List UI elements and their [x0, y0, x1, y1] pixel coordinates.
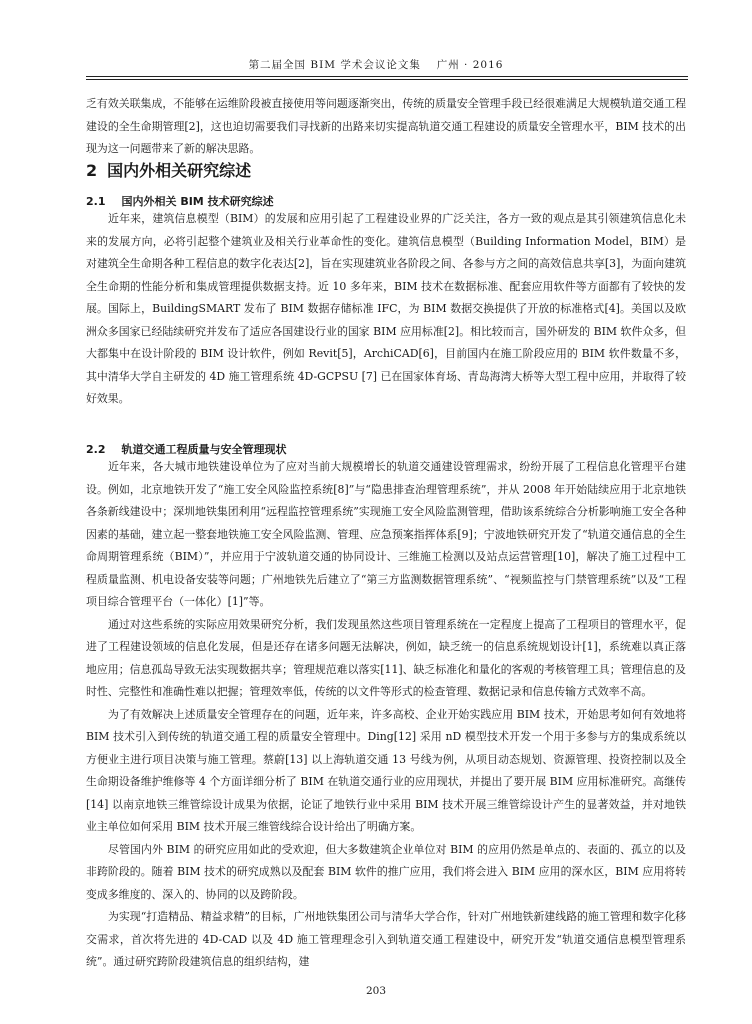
running-head: 第二届全国 BIM 学术会议论文集 广州 · 2016: [248, 59, 504, 71]
header-rule-thin: [86, 79, 688, 80]
subsection-heading: [86, 441, 287, 457]
intro-paragraph: 乏有效关联集成，不能够在运维阶段被直接使用等问题逐渐突出，传统的质量安全管理手段已经很难满足大规模轨道交通工程建设的全生命期管理[2]，这也迫切需要我们寻找新的出路来切实提高轨道交通工程建设的质量安全管理水平，BIM 技术的出现为这一问题带来了新的解决思路。: [86, 97, 686, 155]
paragraph: 通过对这些系统的实际应用效果研究分析，我们发现虽然这些项目管理系统在一定程度上提高了工程项目的管理水平，促进了工程建设领域的信息化发展，但是还存在诸多问题无法解决，例如，缺乏统一的信息系统规划设计[1]，系统难以真正落地应用；信息孤岛导致无法实现数据共享；管理规范难以落实[11]、缺乏标准化和量化的客观的考核管理工具；管理信息的及时性、完整性和准确性难以把握；管理效率低，传统的以文件等形式的检查管理、数据记录和信息传输方式效率不高。: [86, 617, 686, 698]
paragraph: 为了有效解决上述质量安全管理存在的问题，近年来，许多高校、企业开始实践应用 BIM 技术，开始思考如何有效地将 BIM 技术引入到传统的轨道交通工程的质量安全管理中。Ding[12] 采用 nD 模型技术开发一个用于多参与方的集成系统以方便业主进行项目决策与施工管理。蔡蔚[13] 以上海轨道交通 13 号线为例，从项目动态规划、资源管理、投资控制以及全生命期设备维护维修等 4 个方面详细分析了 BIM 在轨道交通行业的应用现状，并提出了要开展 BIM 应用标准研究。高继传[14] 以南京地铁三维管综设计成果为依据，论证了地铁行业中采用 BIM 技术开展三维管综设计产生的显著效益，并对地铁业主单位如何采用 BIM 技术开展三维管线综合设计给出了明确方案。: [86, 707, 686, 833]
subsection-number: 2.1: [86, 195, 106, 208]
header-rule-thick: [86, 76, 688, 77]
subsection-body: [86, 208, 686, 411]
section-number: 2: [86, 161, 98, 180]
subsection-heading: [86, 193, 274, 209]
paragraph: 为实现“打造精品、精益求精”的目标，广州地铁集团公司与清华大学合作，针对广州地铁新建线路的施工管理和数字化移交需求，首次将先进的 4D-CAD 以及 4D 施工管理理念引入到轨道交通工程建设中，研究开发“轨道交通信息模型管理系统”。通过研究跨阶段建筑信息的组织结构，建: [86, 910, 686, 968]
intro-block: [86, 93, 686, 161]
subsection-title: 国内外相关 BIM 技术研究综述: [121, 195, 274, 208]
paragraph: 近年来，建筑信息模型（BIM）的发展和应用引起了工程建设业界的广泛关注，各方一致的观点是其引领建筑信息化未来的发展方向，必将引起整个建筑业及相关行业革命性的变化。建筑信息模型（Building Information Model，BIM）是对建筑全生命期各种工程信息的数字化表达[2]，旨在实现建筑业各阶段之间、各参与方之间的高效信息共享[3]，为面向建筑全生命期的性能分析和集成管理提供数据支持。近 10 多年来，BIM 技术在数据标准、配套应用软件等方面都有了较快的发展。国际上，BuildingSMART 发布了 BIM 数据存储标准 IFC，为 BIM 数据交换提供了开放的标准格式[4]。美国以及欧洲众多国家已经陆续研究并发布了适应各国建设行业的国家 BIM 应用标准[2]。相比较而言，国外研发的 BIM 软件众多，但大都集中在设计阶段的 BIM 设计软件，例如 Revit[5]，ArchiCAD[6]，目前国内在施工阶段应用的 BIM 软件数量不多，其中清华大学自主研发的 4D 施工管理系统 4D-GCPSU [7] 已在国家体育场、青岛海湾大桥等大型工程中应用，并取得了较好效果。: [86, 212, 686, 405]
paragraph: 尽管国内外 BIM 的研究应用如此的受欢迎，但大多数建筑企业单位对 BIM 的应用仍然是单点的、表面的、孤立的以及非跨阶段的。随着 BIM 技术的研究成熟以及配套 BIM 软件的推广应用，我们将会进入 BIM 应用的深水区，BIM 应用将转变成多维度的、深入的、协同的以及跨阶段。: [86, 842, 686, 901]
subsection-title: 轨道交通工程质量与安全管理现状: [121, 443, 287, 456]
paragraph: 近年来，各大城市地铁建设单位为了应对当前大规模增长的轨道交通建设管理需求，纷纷开展了工程信息化管理平台建设。例如，北京地铁开发了“施工安全风险监控系统[8]”与“隐患排查治理管理系统”，并从 2008 年开始陆续应用于北京地铁各条新线建设中；深圳地铁集团利用“远程监控管理系统”实现施工安全风险监测管理，借助该系统综合分析影响施工安全各种因素的基础，建立起一整套地铁施工安全风险监测、管理、应急预案指挥体系[9]；宁波地铁研究开发了“轨道交通信息的全生命周期管理系统（BIM）”，并应用于宁波轨道交通的协同设计、三维施工检测以及站点运营管理[10]，解决了施工过程中工程质量监测、机电设备安装等问题；广州地铁先后建立了“第三方监测数据管理系统”、“视频监控与门禁管理系统”以及“工程项目综合管理平台（一体化）[1]”等。: [86, 460, 686, 608]
subsection-body: [86, 456, 686, 974]
section-title: 国内外相关研究综述: [107, 161, 252, 180]
subsection-number: 2.2: [86, 443, 106, 456]
section-heading: [86, 158, 251, 181]
page-number: 203: [365, 985, 387, 997]
